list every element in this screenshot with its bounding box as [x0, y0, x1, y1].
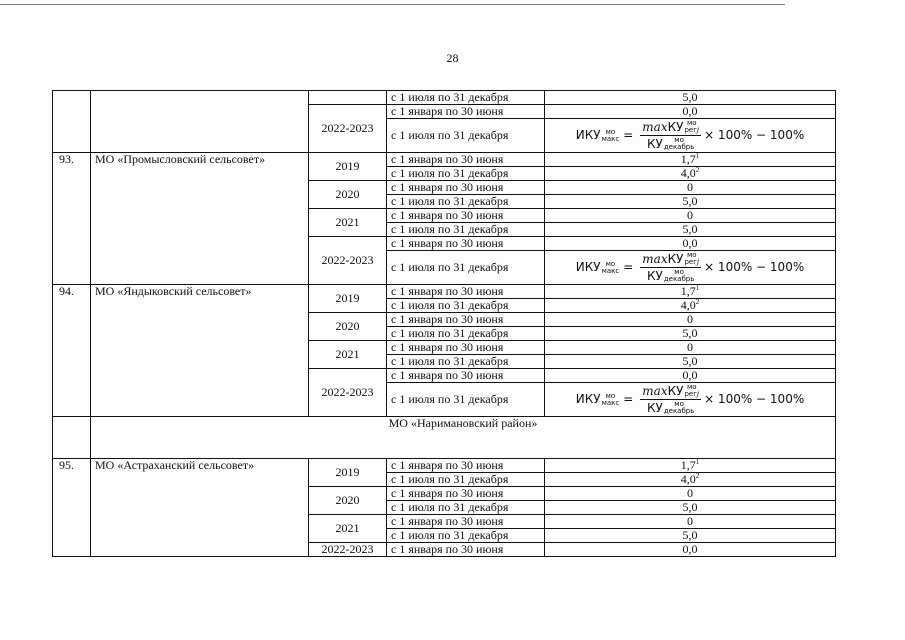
formula: ИКУ мо макс = max КУ мо регj КУ мо декабрь × 100% − 100%: [575, 251, 805, 283]
table-row: 2022-2023 с 1 января по 30 июня 0,0: [53, 105, 836, 119]
section-title: МО «Наримановский район»: [91, 417, 836, 459]
table-row: 94. МО «Яндыковский сельсовет» 2019 с 1 января по 30 июня $1,7^1$: [53, 285, 836, 299]
table-row: 95. МО «Астраханский сельсовет» 2019 с 1 января по 30 июня $1,7^1$: [53, 459, 836, 473]
table-row: с 1 июля по 31 декабря ИКУ мо макс = max КУ мо регj КУ мо декабрь × 100% − 100%: [53, 119, 836, 153]
section-row: [53, 417, 836, 459]
table-row: 93. МО «Промысловский сельсовет» 2019 с 1 января по 30 июня $1,7^1$: [53, 153, 836, 167]
formula: ИКУ мо макс = max КУ мо регj КУ мо декабрь × 100% − 100%: [575, 383, 805, 415]
page-number: 28: [446, 51, 459, 65]
table-row: с 1 июля по 31 декабря 5,0: [53, 91, 836, 105]
tariff-index-table: с 1 июля по 31 декабря 5,0 2022-2023 с 1 января по 30 июня 0,0 с 1 июля по 31 декабря ИКУ мо макс = max КУ мо регj КУ мо декабрь × 100% − 100% 93. МО «Промысловский сельсовет» 2019 с 1 января по 30 июня $1,7^1$ с 1 июля по 31 декабря $4,0^2$ 2020 с 1 января по 30 июня 0 с 1 июля по 31 декабря 5,0 2021 с 1 января по 30 июня 0 с 1 июля по 31 декабря 5,0 2022-2023 с 1 января по 30 июня 0,0 с 1 июля по 31 декабря ИКУ мо макс = max КУ мо регj КУ мо декабрь × 100% − 100% 94. МО «Яндыковский сельсовет» 2019 с 1 января по 30 июня $1,7^1$ с 1 июля по 31 декабря $4,0^2$ 2020 с 1 января по 30 июня 0 с 1 июля по 31 декабря 5,0 2021 с 1 января по 30 июня 0 с 1 июля по 31 декабря 5,0 2022-2023 с 1 января по 30 июня 0,0 с 1 июля по 31 декабря ИКУ мо макс = max КУ мо регj КУ мо декабрь × 100% − 100% МО «Наримановский район» 95. МО «Астраханский сельсовет» 2019 с 1 января по 30 июня $1,7^1$ с 1 июля по 31 декабря $4,0^2$ 2020 с 1 января по 30 июня 0 с 1 июля по 31 декабря 5,0 2021 с 1 января по 30 июня 0 с 1 июля по 31 декабря 5,0 2022-2023 с 1 января по 30 июня 0,0: [52, 90, 836, 557]
top-rule: [0, 4, 785, 5]
formula: ИКУ мо макс = max КУ мо регj КУ мо декабрь × 100% − 100%: [575, 119, 805, 151]
